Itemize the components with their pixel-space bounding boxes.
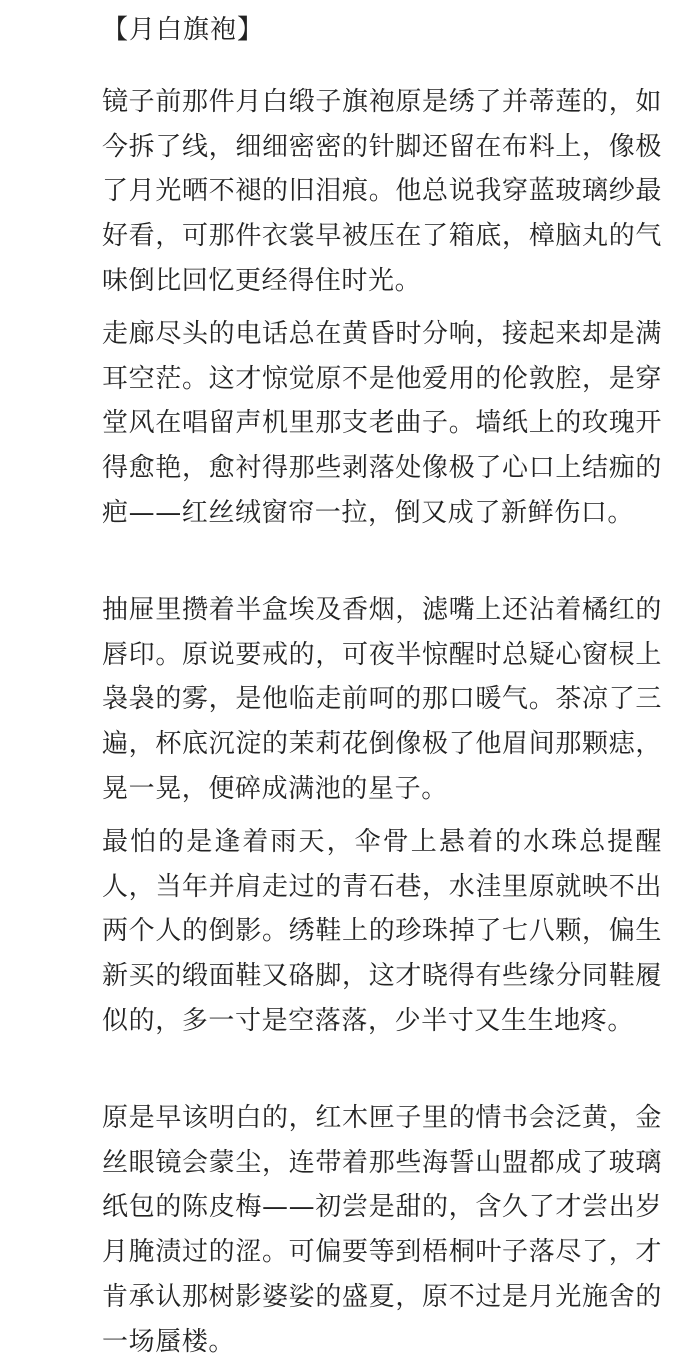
article-title: 【月白旗袍】: [102, 15, 265, 45]
paragraph-5: 原是早该明白的，红木匣子里的情书会泛黄，金丝眼镜会蒙尘，连带着那些海誓山盟都成了玻璃纸包的陈皮梅——初尝是甜的，含久了才尝出岁月腌渍过的涩。可偏要等到梧桐叶子落尽了，才肯承认那树影婆娑的盛夏，原不过是月光施舍的一场蜃楼。: [102, 1103, 662, 1357]
paragraph-1: 镜子前那件月白缎子旗袍原是绣了并蒂莲的，如今拆了线，细细密密的针脚还留在布料上，像极了月光晒不褪的旧泪痕。他总说我穿蓝玻璃纱最好看，可那件衣裳早被压在了箱底，樟脑丸的气味倒比回忆更经得住时光。: [102, 87, 662, 296]
paragraph-3: 抽屉里攒着半盒埃及香烟，滤嘴上还沾着橘红的唇印。原说要戒的，可夜半惊醒时总疑心窗棂上袅袅的雾，是他临走前呵的那口暖气。茶凉了三遍，杯底沉淀的茉莉花倒像极了他眉间那颗痣，晃一晃，便碎成满池的星子。: [102, 595, 662, 804]
paragraph-4: 最怕的是逢着雨天，伞骨上悬着的水珠总提醒人，当年并肩走过的青石巷，水洼里原就映不出两个人的倒影。绣鞋上的珍珠掉了七八颗，偏生新买的缎面鞋又硌脚，这才晓得有些缘分同鞋履似的，多一寸是空落落，少半寸又生生地疼。: [102, 827, 662, 1036]
paragraph-2: 走廊尽头的电话总在黄昏时分响，接起来却是满耳空茫。这才惊觉原不是他爱用的伦敦腔，是穿堂风在唱留声机里那支老曲子。墙纸上的玫瑰开得愈艳，愈衬得那些剥落处像极了心口上结痂的疤——红丝绒窗帘一拉，倒又成了新鲜伤口。: [102, 319, 662, 528]
